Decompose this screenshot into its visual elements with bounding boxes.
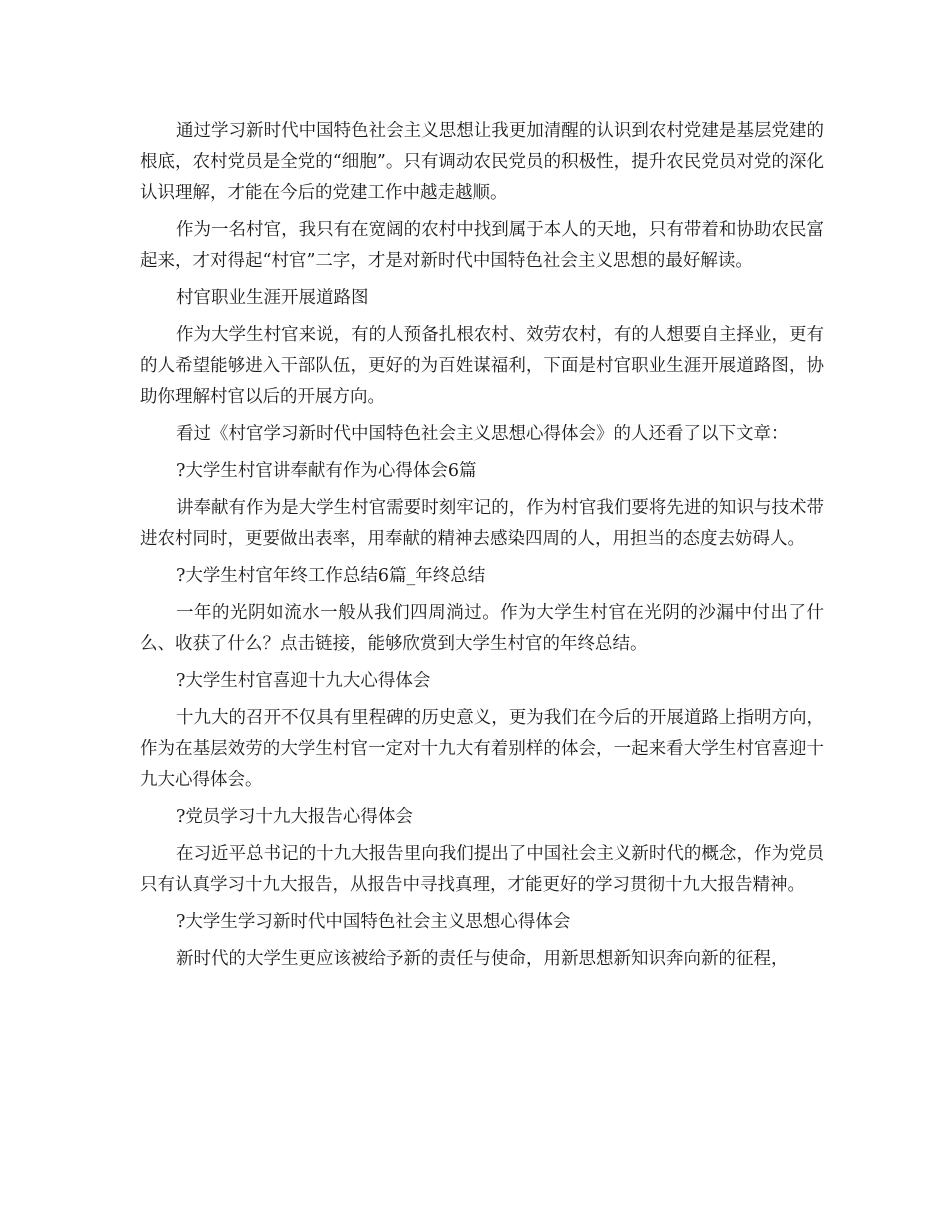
related-article-summary: 十九大的召开不仅具有里程碑的历史意义，更为我们在今后的开展道路上指明方向，作为在基层效劳的大学生村官一定对十九大有着别样的体会，一起来看大学生村官喜迎十九大心得体会。 (140, 708, 824, 790)
paragraph-party-building: 通过学习新时代中国特色社会主义思想让我更加清醒的认识到农村党建是基层党建的根底，农村党员是全党的“细胞”。只有调动农民党员的积极性，提升农民党员对党的深化认识理解，才能在今后的党建工作中越走越顺。 (140, 121, 824, 203)
paragraph-related-intro: 看过《村官学习新时代中国特色社会主义思想心得体会》的人还看了以下文章： (176, 424, 789, 444)
related-article-title[interactable]: ?大学生学习新时代中国特色社会主义思想心得体会 (176, 912, 571, 932)
related-article-summary: 一年的光阴如流水一般从我们四周淌过。作为大学生村官在光阴的沙漏中付出了什么、收获了什么？点击链接，能够欣赏到大学生村官的年终总结。 (140, 603, 824, 654)
related-article-title[interactable]: ?大学生村官喜迎十九大心得体会 (176, 671, 431, 691)
paragraph-career-roadmap: 作为大学生村官来说，有的人预备扎根农村、效劳农村，有的人想要自主择业，更有的人希望能够进入干部队伍，更好的为百姓谋福利，下面是村官职业生涯开展道路图，协助你理解村官以后的开展方向。 (140, 325, 824, 407)
heading-career-roadmap: 村官职业生涯开展道路图 (176, 288, 369, 308)
paragraph-village-official: 作为一名村官，我只有在宽阔的农村中找到属于本人的天地，只有带着和协助农民富起来，才对得起“村官”二字，才是对新时代中国特色社会主义思想的最好解读。 (140, 220, 824, 271)
related-article-title[interactable]: ?党员学习十九大报告心得体会 (176, 807, 413, 827)
related-article-summary: 新时代的大学生更应该被给予新的责任与使命，用新思想新知识奔向新的征程， (176, 949, 789, 969)
related-article-summary: 讲奉献有作为是大学生村官需要时刻牢记的，作为村官我们要将先进的知识与技术带进农村同时，更要做出表率，用奉献的精神去感染四周的人，用担当的态度去妨碍人。 (140, 498, 824, 549)
related-article-title[interactable]: ?大学生村官年终工作总结6篇_年终总结 (176, 566, 486, 586)
related-article-summary: 在习近平总书记的十九大报告里向我们提出了中国社会主义新时代的概念，作为党员只有认真学习十九大报告，从报告中寻找真理，才能更好的学习贯彻十九大报告精神。 (140, 844, 824, 895)
document-body (140, 116, 824, 981)
related-article-title[interactable]: ?大学生村官讲奉献有作为心得体会6篇 (176, 461, 477, 481)
